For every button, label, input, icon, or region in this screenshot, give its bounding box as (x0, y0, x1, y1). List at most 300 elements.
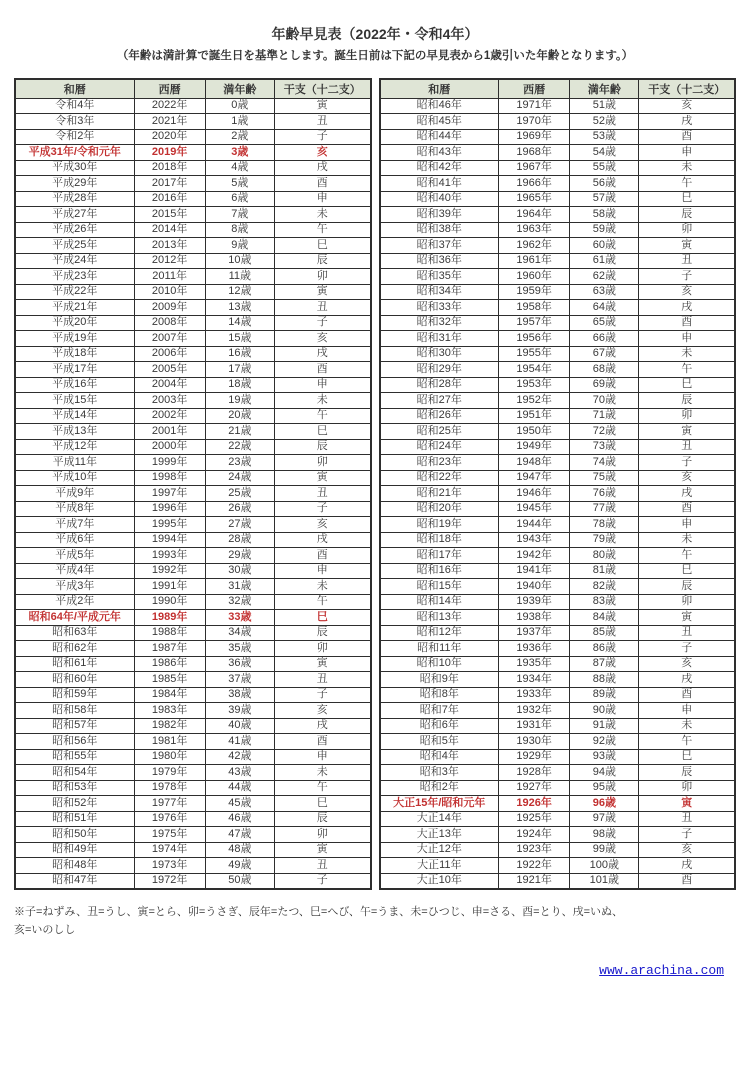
year-cell: 1976年 (134, 811, 205, 827)
table-row (15, 811, 371, 827)
table-row (380, 222, 736, 238)
year-cell: 1974年 (134, 842, 205, 858)
year-cell: 1991年 (134, 579, 205, 595)
age-cell: 87歳 (570, 656, 639, 672)
zodiac-cell: 亥 (639, 656, 735, 672)
era-cell: 令和2年 (15, 129, 134, 145)
table-row (380, 253, 736, 269)
year-cell: 1997年 (134, 486, 205, 502)
era-cell: 昭和32年 (380, 315, 499, 331)
era-cell: 昭和7年 (380, 703, 499, 719)
year-cell: 1934年 (499, 672, 570, 688)
age-cell: 73歳 (570, 439, 639, 455)
year-cell: 1968年 (499, 145, 570, 161)
age-cell: 43歳 (205, 765, 274, 781)
year-cell: 2008年 (134, 315, 205, 331)
zodiac-cell: 申 (639, 145, 735, 161)
age-cell: 57歳 (570, 191, 639, 207)
table-row (380, 749, 736, 765)
zodiac-cell: 巳 (639, 191, 735, 207)
zodiac-cell: 酉 (274, 362, 370, 378)
year-cell: 2016年 (134, 191, 205, 207)
column-header-age: 満年齢 (570, 79, 639, 98)
zodiac-cell: 子 (274, 873, 370, 889)
year-cell: 2003年 (134, 393, 205, 409)
zodiac-cell: 戌 (639, 858, 735, 874)
age-cell: 1歳 (205, 114, 274, 130)
year-cell: 1956年 (499, 331, 570, 347)
zodiac-cell: 酉 (639, 873, 735, 889)
age-cell: 4歳 (205, 160, 274, 176)
age-cell: 72歳 (570, 424, 639, 440)
age-cell: 27歳 (205, 517, 274, 533)
year-cell: 1950年 (499, 424, 570, 440)
year-cell: 2017年 (134, 176, 205, 192)
table-row (380, 176, 736, 192)
age-cell: 77歳 (570, 501, 639, 517)
year-cell: 1931年 (499, 718, 570, 734)
age-cell: 46歳 (205, 811, 274, 827)
website-link[interactable]: www.arachina.com (599, 962, 724, 978)
age-cell: 68歳 (570, 362, 639, 378)
zodiac-cell: 未 (639, 160, 735, 176)
table-row (380, 501, 736, 517)
zodiac-cell: 子 (274, 315, 370, 331)
age-cell: 19歳 (205, 393, 274, 409)
zodiac-cell: 丑 (639, 253, 735, 269)
zodiac-cell: 申 (274, 377, 370, 393)
table-row (380, 98, 736, 114)
table-row (380, 796, 736, 812)
zodiac-cell: 戌 (274, 346, 370, 362)
table-row (15, 331, 371, 347)
year-cell: 1924年 (499, 827, 570, 843)
table-row (15, 656, 371, 672)
year-cell: 1979年 (134, 765, 205, 781)
era-cell: 平成26年 (15, 222, 134, 238)
age-cell: 53歳 (570, 129, 639, 145)
year-cell: 2007年 (134, 331, 205, 347)
year-cell: 1953年 (499, 377, 570, 393)
era-cell: 昭和41年 (380, 176, 499, 192)
zodiac-cell: 辰 (639, 765, 735, 781)
era-cell: 昭和18年 (380, 532, 499, 548)
age-cell: 7歳 (205, 207, 274, 223)
age-cell: 44歳 (205, 780, 274, 796)
year-cell: 1996年 (134, 501, 205, 517)
zodiac-cell: 寅 (274, 656, 370, 672)
era-cell: 昭和21年 (380, 486, 499, 502)
era-cell: 昭和8年 (380, 687, 499, 703)
table-row (15, 687, 371, 703)
zodiac-cell: 寅 (639, 424, 735, 440)
header-row (15, 79, 371, 98)
table-row (380, 455, 736, 471)
year-cell: 1951年 (499, 408, 570, 424)
table-row (15, 842, 371, 858)
zodiac-cell: 戌 (639, 114, 735, 130)
year-cell: 1961年 (499, 253, 570, 269)
table-row (15, 424, 371, 440)
era-cell: 昭和11年 (380, 641, 499, 657)
age-cell: 67歳 (570, 346, 639, 362)
era-cell: 大正13年 (380, 827, 499, 843)
zodiac-cell: 未 (274, 393, 370, 409)
zodiac-cell: 酉 (639, 129, 735, 145)
zodiac-cell: 辰 (274, 625, 370, 641)
era-cell: 昭和57年 (15, 718, 134, 734)
era-cell: 昭和45年 (380, 114, 499, 130)
zodiac-cell: 子 (639, 269, 735, 285)
year-cell: 2005年 (134, 362, 205, 378)
age-cell: 97歳 (570, 811, 639, 827)
year-cell: 2014年 (134, 222, 205, 238)
year-cell: 1947年 (499, 470, 570, 486)
table-row (15, 501, 371, 517)
zodiac-cell: 戌 (274, 160, 370, 176)
age-cell: 81歳 (570, 563, 639, 579)
era-cell: 大正14年 (380, 811, 499, 827)
zodiac-cell: 申 (274, 749, 370, 765)
era-cell: 平成23年 (15, 269, 134, 285)
age-cell: 38歳 (205, 687, 274, 703)
zodiac-cell: 辰 (274, 253, 370, 269)
table-row (15, 532, 371, 548)
zodiac-cell: 辰 (639, 393, 735, 409)
era-cell: 昭和48年 (15, 858, 134, 874)
age-cell: 64歳 (570, 300, 639, 316)
zodiac-cell: 亥 (639, 98, 735, 114)
era-cell: 昭和40年 (380, 191, 499, 207)
era-cell: 平成12年 (15, 439, 134, 455)
year-cell: 1980年 (134, 749, 205, 765)
age-cell: 37歳 (205, 672, 274, 688)
year-cell: 1969年 (499, 129, 570, 145)
age-cell: 18歳 (205, 377, 274, 393)
age-cell: 36歳 (205, 656, 274, 672)
zodiac-cell: 午 (639, 548, 735, 564)
era-cell: 平成16年 (15, 377, 134, 393)
age-cell: 42歳 (205, 749, 274, 765)
year-cell: 1977年 (134, 796, 205, 812)
era-cell: 大正11年 (380, 858, 499, 874)
table-row (15, 625, 371, 641)
age-table-left (14, 78, 372, 890)
era-cell: 昭和31年 (380, 331, 499, 347)
age-cell: 55歳 (570, 160, 639, 176)
zodiac-legend-line2: 亥=いのしし (14, 923, 76, 936)
year-cell: 2011年 (134, 269, 205, 285)
table-row (380, 408, 736, 424)
zodiac-cell: 酉 (639, 315, 735, 331)
era-cell: 平成25年 (15, 238, 134, 254)
zodiac-cell: 巳 (639, 377, 735, 393)
year-cell: 1943年 (499, 532, 570, 548)
age-cell: 31歳 (205, 579, 274, 595)
zodiac-cell: 辰 (274, 439, 370, 455)
page-subtitle: （年齢は満計算で誕生日を基準とします。誕生日前は下記の早見表から1歳引いた年齢となります。） (116, 50, 634, 62)
year-cell: 1952年 (499, 393, 570, 409)
year-cell: 1960年 (499, 269, 570, 285)
table-row (380, 579, 736, 595)
era-cell: 平成6年 (15, 532, 134, 548)
zodiac-cell: 亥 (274, 517, 370, 533)
age-cell: 101歳 (570, 873, 639, 889)
age-cell: 82歳 (570, 579, 639, 595)
zodiac-cell: 申 (639, 331, 735, 347)
table-row (380, 393, 736, 409)
age-cell: 58歳 (570, 207, 639, 223)
table-row (380, 703, 736, 719)
table-row (380, 811, 736, 827)
table-row (380, 718, 736, 734)
era-cell: 昭和61年 (15, 656, 134, 672)
age-cell: 6歳 (205, 191, 274, 207)
era-cell: 平成4年 (15, 563, 134, 579)
zodiac-cell: 丑 (274, 114, 370, 130)
table-row (15, 610, 371, 626)
era-cell: 平成31年/令和元年 (15, 145, 134, 161)
table-row (15, 300, 371, 316)
tables-container (14, 78, 736, 890)
zodiac-cell: 午 (274, 222, 370, 238)
age-cell: 88歳 (570, 672, 639, 688)
age-cell: 5歳 (205, 176, 274, 192)
table-row (380, 284, 736, 300)
era-cell: 令和3年 (15, 114, 134, 130)
age-cell: 98歳 (570, 827, 639, 843)
era-cell: 昭和33年 (380, 300, 499, 316)
zodiac-cell: 未 (274, 765, 370, 781)
zodiac-cell: 子 (274, 129, 370, 145)
zodiac-cell: 丑 (639, 811, 735, 827)
zodiac-cell: 亥 (639, 470, 735, 486)
era-cell: 昭和51年 (15, 811, 134, 827)
table-row (15, 517, 371, 533)
era-cell: 昭和3年 (380, 765, 499, 781)
table-row (380, 610, 736, 626)
era-cell: 昭和59年 (15, 687, 134, 703)
year-cell: 1971年 (499, 98, 570, 114)
zodiac-cell: 巳 (639, 563, 735, 579)
zodiac-cell: 卯 (274, 827, 370, 843)
year-cell: 1967年 (499, 160, 570, 176)
table-row (15, 579, 371, 595)
table-row (380, 191, 736, 207)
zodiac-cell: 寅 (274, 470, 370, 486)
table-row (15, 238, 371, 254)
year-cell: 1988年 (134, 625, 205, 641)
table-row (15, 393, 371, 409)
column-header-zodiac: 干支（十二支） (274, 79, 370, 98)
year-cell: 2004年 (134, 377, 205, 393)
zodiac-cell: 未 (639, 532, 735, 548)
year-cell: 1965年 (499, 191, 570, 207)
table-row (15, 114, 371, 130)
age-cell: 45歳 (205, 796, 274, 812)
zodiac-cell: 子 (639, 641, 735, 657)
year-cell: 1933年 (499, 687, 570, 703)
era-cell: 昭和62年 (15, 641, 134, 657)
year-cell: 1970年 (499, 114, 570, 130)
zodiac-cell: 卯 (274, 269, 370, 285)
year-cell: 1986年 (134, 656, 205, 672)
zodiac-cell: 卯 (274, 641, 370, 657)
year-cell: 1921年 (499, 873, 570, 889)
zodiac-cell: 申 (639, 703, 735, 719)
era-cell: 昭和19年 (380, 517, 499, 533)
zodiac-cell: 亥 (639, 842, 735, 858)
age-cell: 23歳 (205, 455, 274, 471)
year-cell: 1945年 (499, 501, 570, 517)
zodiac-legend-note (14, 903, 736, 939)
zodiac-cell: 巳 (274, 610, 370, 626)
era-cell: 昭和50年 (15, 827, 134, 843)
table-row (380, 594, 736, 610)
era-cell: 昭和26年 (380, 408, 499, 424)
table-row (380, 377, 736, 393)
year-cell: 2021年 (134, 114, 205, 130)
year-cell: 1972年 (134, 873, 205, 889)
age-cell: 21歳 (205, 424, 274, 440)
year-cell: 1959年 (499, 284, 570, 300)
age-cell: 56歳 (570, 176, 639, 192)
era-cell: 平成11年 (15, 455, 134, 471)
age-cell: 30歳 (205, 563, 274, 579)
age-cell: 40歳 (205, 718, 274, 734)
zodiac-cell: 戌 (639, 486, 735, 502)
era-cell: 昭和52年 (15, 796, 134, 812)
era-cell: 平成24年 (15, 253, 134, 269)
table-row (380, 331, 736, 347)
year-cell: 2020年 (134, 129, 205, 145)
table-row (380, 687, 736, 703)
table-row (380, 858, 736, 874)
age-cell: 74歳 (570, 455, 639, 471)
zodiac-cell: 卯 (639, 780, 735, 796)
age-cell: 92歳 (570, 734, 639, 750)
age-cell: 48歳 (205, 842, 274, 858)
era-cell: 昭和22年 (380, 470, 499, 486)
zodiac-cell: 亥 (639, 284, 735, 300)
era-cell: 昭和54年 (15, 765, 134, 781)
era-cell: 昭和20年 (380, 501, 499, 517)
zodiac-cell: 戌 (274, 532, 370, 548)
zodiac-cell: 寅 (274, 284, 370, 300)
zodiac-cell: 寅 (274, 98, 370, 114)
year-cell: 1962年 (499, 238, 570, 254)
age-cell: 13歳 (205, 300, 274, 316)
zodiac-cell: 申 (274, 563, 370, 579)
age-cell: 90歳 (570, 703, 639, 719)
table-row (15, 548, 371, 564)
age-cell: 95歳 (570, 780, 639, 796)
year-cell: 1975年 (134, 827, 205, 843)
zodiac-cell: 未 (639, 346, 735, 362)
zodiac-cell: 辰 (639, 579, 735, 595)
zodiac-cell: 未 (274, 207, 370, 223)
era-cell: 昭和2年 (380, 780, 499, 796)
zodiac-cell: 卯 (274, 455, 370, 471)
era-cell: 平成29年 (15, 176, 134, 192)
year-cell: 1993年 (134, 548, 205, 564)
age-cell: 79歳 (570, 532, 639, 548)
year-cell: 2015年 (134, 207, 205, 223)
era-cell: 昭和36年 (380, 253, 499, 269)
table-row (15, 486, 371, 502)
table-row (15, 703, 371, 719)
zodiac-cell: 亥 (274, 703, 370, 719)
year-cell: 1992年 (134, 563, 205, 579)
age-cell: 99歳 (570, 842, 639, 858)
age-cell: 61歳 (570, 253, 639, 269)
zodiac-cell: 卯 (639, 408, 735, 424)
table-row (15, 672, 371, 688)
table-row (15, 641, 371, 657)
table-row (380, 129, 736, 145)
zodiac-cell: 子 (639, 827, 735, 843)
table-row (15, 780, 371, 796)
year-cell: 1938年 (499, 610, 570, 626)
year-cell: 1958年 (499, 300, 570, 316)
age-cell: 85歳 (570, 625, 639, 641)
era-cell: 昭和25年 (380, 424, 499, 440)
table-row (380, 563, 736, 579)
era-cell: 昭和35年 (380, 269, 499, 285)
table-row (380, 160, 736, 176)
column-header-year: 西暦 (499, 79, 570, 98)
zodiac-cell: 子 (274, 687, 370, 703)
zodiac-cell: 未 (274, 579, 370, 595)
age-cell: 69歳 (570, 377, 639, 393)
year-cell: 1932年 (499, 703, 570, 719)
table-row (380, 765, 736, 781)
era-cell: 平成10年 (15, 470, 134, 486)
table-row (380, 424, 736, 440)
era-cell: 大正15年/昭和元年 (380, 796, 499, 812)
age-cell: 76歳 (570, 486, 639, 502)
zodiac-cell: 申 (274, 191, 370, 207)
zodiac-cell: 酉 (274, 548, 370, 564)
year-cell: 1957年 (499, 315, 570, 331)
era-cell: 平成3年 (15, 579, 134, 595)
table-row (15, 873, 371, 889)
age-cell: 71歳 (570, 408, 639, 424)
zodiac-cell: 午 (274, 780, 370, 796)
column-header-age: 満年齢 (205, 79, 274, 98)
age-cell: 33歳 (205, 610, 274, 626)
zodiac-cell: 巳 (274, 238, 370, 254)
table-row (380, 362, 736, 378)
year-cell: 1925年 (499, 811, 570, 827)
age-cell: 34歳 (205, 625, 274, 641)
era-cell: 平成20年 (15, 315, 134, 331)
era-cell: 昭和27年 (380, 393, 499, 409)
table-row (380, 842, 736, 858)
age-cell: 11歳 (205, 269, 274, 285)
age-cell: 80歳 (570, 548, 639, 564)
table-row (15, 408, 371, 424)
table-row (15, 129, 371, 145)
era-cell: 平成22年 (15, 284, 134, 300)
year-cell: 2019年 (134, 145, 205, 161)
era-cell: 昭和29年 (380, 362, 499, 378)
age-cell: 39歳 (205, 703, 274, 719)
zodiac-cell: 寅 (639, 610, 735, 626)
table-row (380, 207, 736, 223)
table-row (15, 207, 371, 223)
zodiac-cell: 午 (274, 594, 370, 610)
